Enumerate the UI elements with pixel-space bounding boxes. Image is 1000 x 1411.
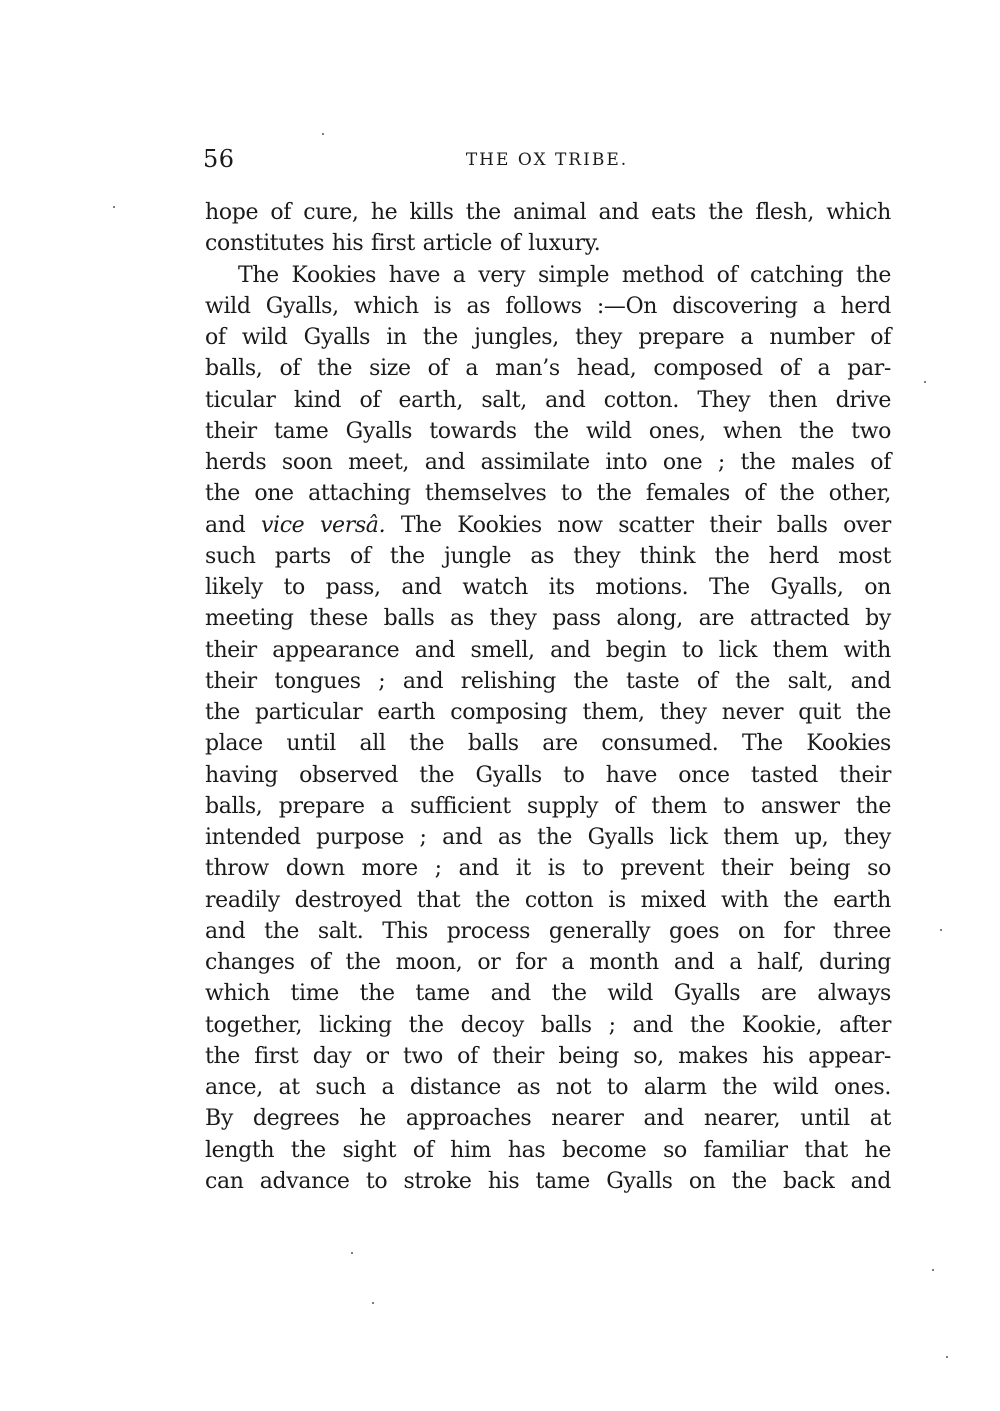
text-fragment: and bbox=[205, 512, 246, 538]
text-line: their appearance and smell, and begin to lick them with bbox=[205, 637, 891, 663]
text-line: throw down more ; and it is to prevent their being so bbox=[205, 856, 891, 882]
text-line: the first day or two of their being so, makes his appear- bbox=[205, 1043, 891, 1069]
text-line: and the salt. This process generally goes on for three bbox=[205, 918, 891, 944]
scan-speck bbox=[351, 1252, 353, 1254]
text-line: balls, of the size of a man’s head, composed of a par- bbox=[205, 356, 891, 382]
italic-phrase: vice versâ. bbox=[260, 512, 386, 538]
text-line: can advance to stroke his tame Gyalls on the back and bbox=[205, 1168, 891, 1194]
scan-speck bbox=[113, 206, 115, 208]
text-line: of wild Gyalls in the jungles, they prepare a number of bbox=[205, 325, 891, 350]
text-line bbox=[205, 510, 891, 541]
text-line: By degrees he approaches nearer and nearer, until at bbox=[205, 1106, 891, 1132]
text-line: changes of the moon, or for a month and a half, during bbox=[205, 950, 891, 975]
text-line: herds soon meet, and assimilate into one ; the males of bbox=[205, 450, 891, 475]
text-line: meeting these balls as they pass along, are attracted by bbox=[205, 606, 891, 632]
page-number: 56 bbox=[203, 145, 235, 173]
text-line: their tongues ; and relishing the taste of the salt, and bbox=[205, 668, 891, 694]
text-line: the one attaching themselves to the females of the other, bbox=[205, 481, 891, 507]
text-line: place until all the balls are consumed. The Kookies bbox=[205, 731, 891, 757]
text-line: which time the tame and the wild Gyalls are always bbox=[205, 981, 891, 1007]
text-line: wild Gyalls, which is as follows :—On discovering a herd bbox=[205, 293, 891, 319]
body-text bbox=[205, 197, 891, 1197]
text-line: balls, prepare a sufficient supply of them to answer the bbox=[205, 793, 891, 819]
text-line: constitutes his first article of luxury. bbox=[205, 231, 601, 257]
text-line: readily destroyed that the cotton is mixed with the earth bbox=[205, 887, 891, 913]
text-line: the particular earth composing them, they never quit the bbox=[205, 700, 891, 725]
text-line: their tame Gyalls towards the wild ones, when the two bbox=[205, 418, 891, 444]
text-line: The Kookies have a very simple method of catching the bbox=[238, 262, 891, 288]
text-line: likely to pass, and watch its motions. The Gyalls, on bbox=[205, 575, 891, 600]
text-line: length the sight of him has become so familiar that he bbox=[205, 1137, 891, 1163]
text-line: intended purpose ; and as the Gyalls lick them up, they bbox=[205, 825, 891, 850]
scan-speck bbox=[924, 381, 926, 383]
text-line: having observed the Gyalls to have once tasted their bbox=[205, 762, 891, 788]
scan-speck bbox=[932, 1269, 934, 1271]
text-line: hope of cure, he kills the animal and eats the flesh, which bbox=[205, 200, 891, 225]
scan-speck bbox=[946, 1356, 948, 1358]
scan-speck bbox=[322, 133, 324, 135]
text-line: together, licking the decoy balls ; and the Kookie, after bbox=[205, 1012, 891, 1038]
scan-speck bbox=[940, 929, 942, 931]
running-title: THE OX TRIBE. bbox=[465, 150, 629, 170]
text-line: such parts of the jungle as they think the herd most bbox=[205, 543, 891, 569]
text-fragment: The Kookies now scatter their balls over bbox=[400, 512, 891, 538]
text-line: ance, at such a distance as not to alarm the wild ones. bbox=[205, 1075, 891, 1100]
scan-speck bbox=[372, 1302, 374, 1304]
text-line: ticular kind of earth, salt, and cotton. They then drive bbox=[205, 387, 891, 413]
